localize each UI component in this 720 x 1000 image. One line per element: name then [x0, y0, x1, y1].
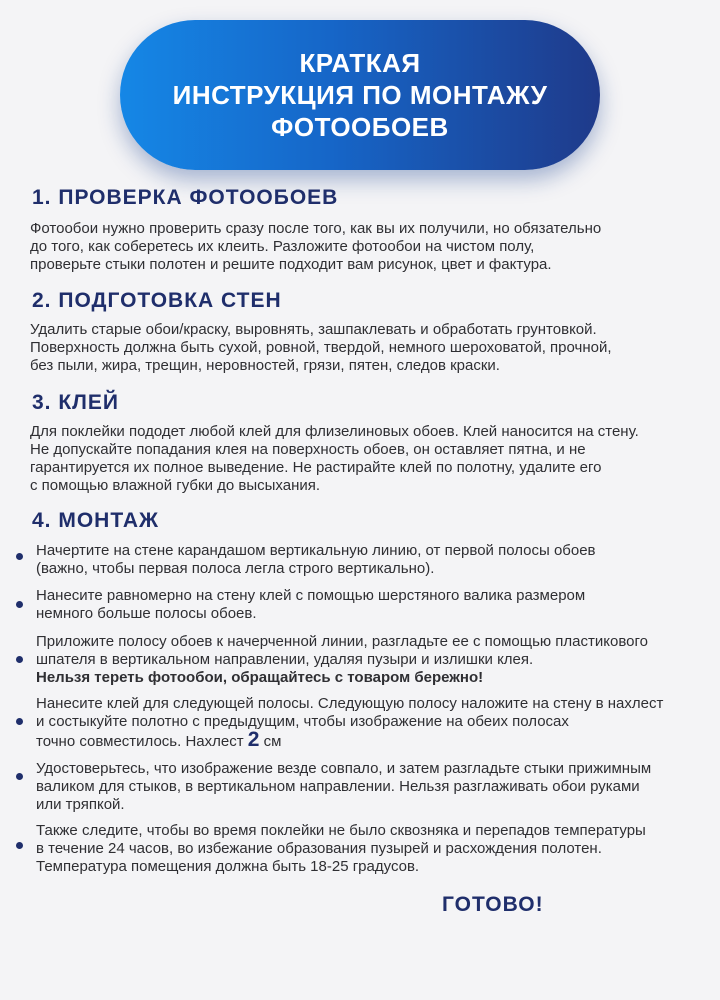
bullet-dot-icon [16, 601, 23, 608]
bullet-dot-icon [16, 842, 23, 849]
header-line-1: КРАТКАЯ [299, 48, 421, 78]
text-line: немного больше полосы обоев. [36, 605, 257, 622]
text-line: Температура помещения должна быть 18-25 градусов. [36, 858, 420, 875]
section-text-check [30, 220, 702, 274]
bullet-dot-icon [16, 718, 23, 725]
section-text-glue [30, 423, 702, 495]
mount-step-2 [36, 587, 708, 623]
text-line: с помощью влажной губки до высыхания. [30, 477, 321, 494]
text-line: Нанесите равномерно на стену клей с помощью шерстяного валика размером [36, 587, 586, 604]
text-line: шпателя в вертикальном направлении, удаляя пузыри и излишки клея. [36, 651, 534, 668]
text-line: Для поклейки пододет любой клей для флизелиновых обоев. Клей наносится на стену. [30, 423, 639, 440]
header-line-3: ФОТООБОЕВ [271, 112, 449, 142]
text-line: гарантируется их полное выведение. Не растирайте клей по полотну, удалите его [30, 459, 602, 476]
mount-step-5 [36, 760, 708, 814]
overlap-prefix: точно совместилось. Нахлест [36, 733, 248, 750]
text-line: до того, как соберетесь их клеить. Разложите фотообои на чистом полу, [30, 238, 535, 255]
mount-step-1 [36, 542, 708, 578]
mount-step-6 [36, 822, 708, 876]
text-line: Фотообои нужно проверить сразу после того, как вы их получили, но обязательно [30, 220, 602, 237]
text-line: Поверхность должна быть сухой, ровной, твердой, немного шероховатой, прочной, [30, 339, 612, 356]
text-line: Удостоверьтесь, что изображение везде совпало, и затем разгладьте стыки прижимным [36, 760, 652, 777]
text-line: Также следите, чтобы во время поклейки не было сквозняка и перепадов температуры [36, 822, 646, 839]
warning-line: Нельзя тереть фотообои, обращайтесь с товаром бережно! [36, 669, 484, 686]
text-line: без пыли, жира, трещин, неровностей, грязи, пятен, следов краски. [30, 357, 500, 374]
section-text-walls [30, 321, 702, 375]
overlap-value: 2 [247, 728, 260, 751]
bullet-dot-icon [16, 553, 23, 560]
text-line: или тряпкой. [36, 796, 125, 813]
text-line: Нанесите клей для следующей полосы. Следующую полосу наложите на стену в нахлест [36, 695, 664, 712]
text-line: (важно, чтобы первая полоса легла строго вертикально). [36, 560, 435, 577]
header-banner [120, 20, 600, 170]
done-label: ГОТОВО! [442, 893, 544, 916]
section-title-mount: 4. МОНТАЖ [32, 509, 159, 532]
bullet-dot-icon [16, 656, 23, 663]
overlap-line [36, 728, 708, 751]
text-line: Начертите на стене карандашом вертикальную линию, от первой полосы обоев [36, 542, 596, 559]
section-title-glue: 3. КЛЕЙ [32, 391, 120, 414]
text-line: в течение 24 часов, во избежание образования пузырей и расхождения полотен. [36, 840, 602, 857]
section-title-check: 1. ПРОВЕРКА ФОТООБОЕВ [32, 186, 339, 209]
bullet-dot-icon [16, 773, 23, 780]
text-line: Удалить старые обои/краску, выровнять, зашпаклевать и обработать грунтовкой. [30, 321, 597, 338]
overlap-unit: см [259, 733, 282, 750]
mount-step-3 [36, 633, 708, 687]
mount-step-4 [36, 695, 708, 751]
text-line: валиком для стыков, в вертикальном направлении. Нельзя разглаживать обои руками [36, 778, 640, 795]
text-line: проверьте стыки полотен и решите подходит вам рисунок, цвет и фактура. [30, 256, 552, 273]
header-line-2: ИНСТРУКЦИЯ ПО МОНТАЖУ [172, 80, 548, 110]
text-line: и состыкуйте полотно с предыдущим, чтобы изображение на обеих полосах [36, 713, 569, 730]
text-line: Приложите полосу обоев к начерченной линии, разгладьте ее с помощью пластикового [36, 633, 648, 650]
text-line: Не допускайте попадания клея на поверхность обоев, он оставляет пятна, и не [30, 441, 586, 458]
section-title-walls: 2. ПОДГОТОВКА СТЕН [32, 289, 282, 312]
